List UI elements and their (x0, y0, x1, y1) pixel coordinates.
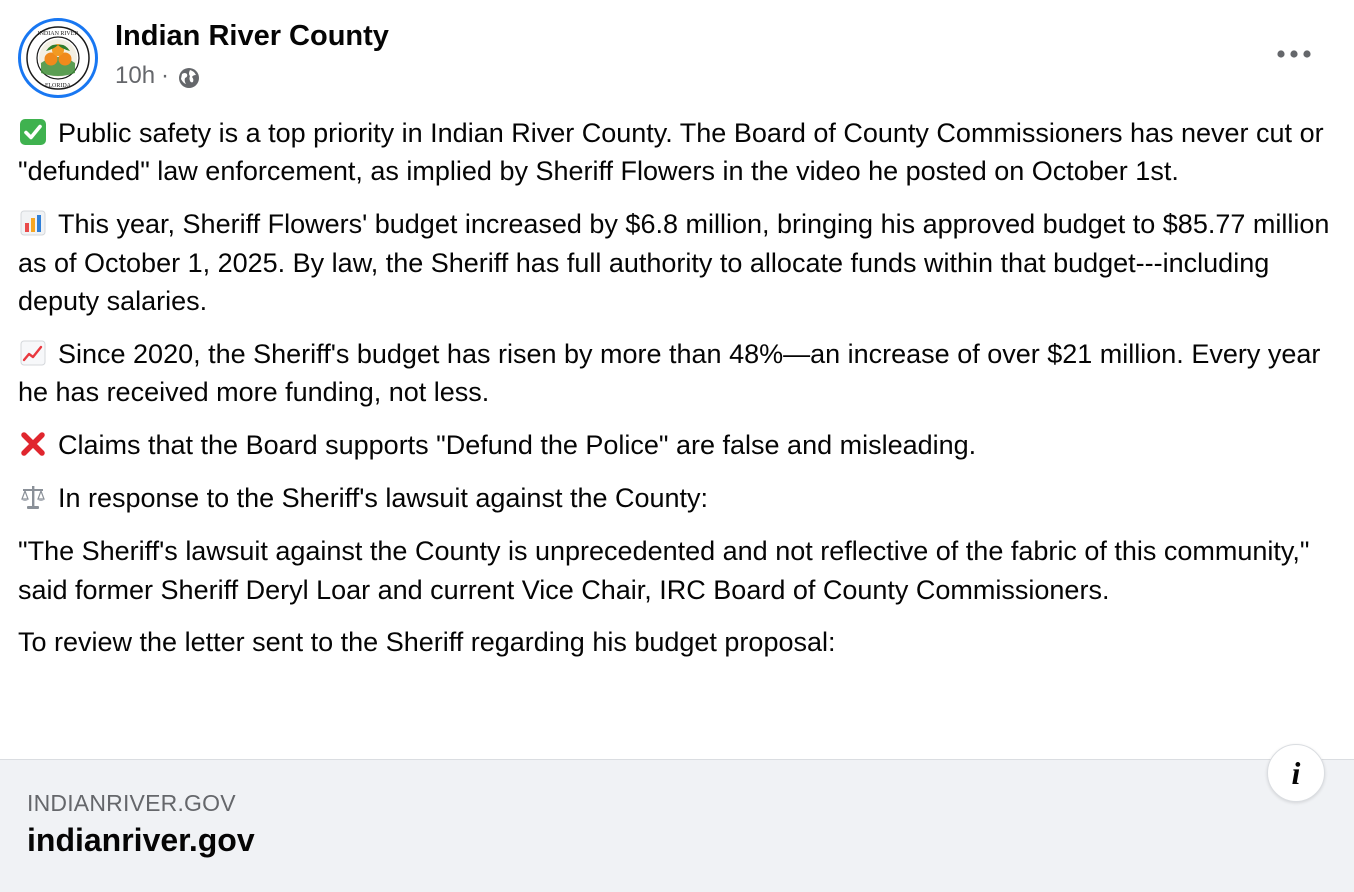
paragraph-text: To review the letter sent to the Sheriff regarding his budget proposal: (18, 627, 836, 658)
info-icon: i (1291, 754, 1301, 791)
bar-chart-icon (18, 208, 48, 238)
meta-separator: · (161, 62, 170, 89)
cross-mark-icon (18, 429, 48, 459)
paragraph-text: In response to the Sheriff's lawsuit against the County: (58, 483, 709, 514)
paragraph-lawsuit-response (18, 479, 1338, 517)
link-domain: INDIANRIVER.GOV (27, 790, 236, 816)
county-seal-icon (21, 21, 95, 95)
link-preview-card[interactable] (0, 759, 1354, 892)
svg-text:INDIAN RIVER: INDIAN RIVER (37, 31, 79, 37)
paragraph-letter (18, 623, 1338, 661)
author-name[interactable]: Indian River County (115, 20, 389, 52)
paragraph-text: Public safety is a top priority in Indian River County. The Board of County Commissioners has never cut or "defunded" law enforcement, as implied by Sheriff Flowers in the video he posted on October 1st. (18, 118, 1324, 187)
svg-text:FLORIDA: FLORIDA (44, 83, 72, 89)
chart-increasing-icon (18, 338, 48, 368)
paragraph-quote (18, 532, 1338, 609)
globe-icon[interactable] (177, 66, 201, 90)
paragraph-budget-growth (18, 335, 1338, 412)
info-button[interactable] (1267, 744, 1325, 802)
paragraph-text: This year, Sheriff Flowers' budget increased by $6.8 million, bringing his approved budget to $85.77 million as of October 1, 2025. By law, the Sheriff has full authority to allocate funds within that budget---including deputy salaries. (18, 209, 1330, 317)
link-title[interactable]: indianriver.gov (27, 822, 255, 858)
more-options-icon[interactable] (1274, 40, 1314, 68)
post-text (18, 114, 1338, 676)
paragraph-false-claims (18, 426, 1338, 464)
paragraph-text: Claims that the Board supports "Defund the Police" are false and misleading. (58, 430, 977, 461)
post-meta (115, 62, 201, 90)
page-avatar[interactable] (18, 18, 98, 98)
paragraph-public-safety (18, 114, 1338, 191)
check-mark-button-icon (18, 117, 48, 147)
paragraph-text: Since 2020, the Sheriff's budget has risen by more than 48%—an increase of over $21 million. Every year he has received more funding, not less. (18, 339, 1321, 408)
paragraph-budget-increase (18, 205, 1338, 320)
balance-scale-icon (18, 482, 48, 512)
post-header (18, 18, 1354, 98)
paragraph-text: "The Sheriff's lawsuit against the County is unprecedented and not reflective of the fabric of this community," said former Sheriff Deryl Loar and current Vice Chair, IRC Board of County Commissioners. (18, 536, 1310, 605)
post-timestamp[interactable]: 10h (115, 62, 156, 89)
